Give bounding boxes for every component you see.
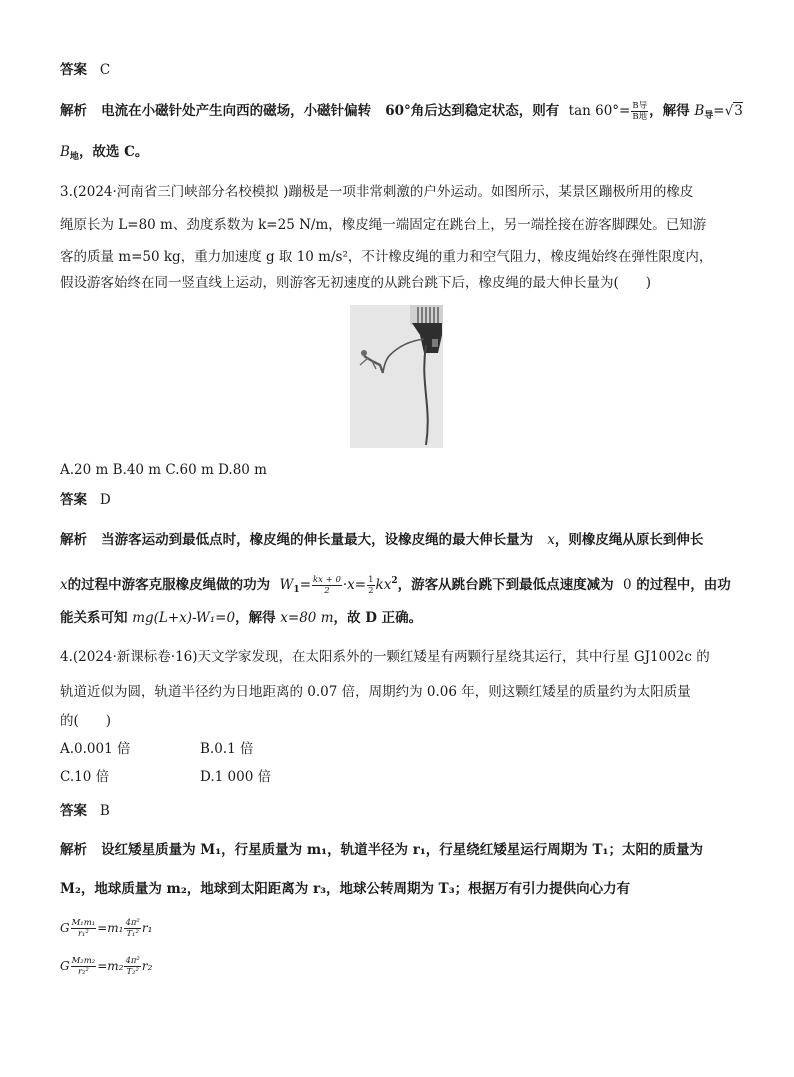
fraction [312,575,342,596]
answer-label: 答案 [60,803,87,819]
q2-analysis-line2 [60,142,148,167]
q2-answer-line [60,60,110,80]
analysis-text: ，故 D 正确。 [333,610,423,626]
fraction-denominator: r₂² [77,967,89,977]
bungee-illustration [350,305,443,448]
q4-stem-line3: 的( ) [60,713,112,729]
fraction-numerator: kx + 0 [313,575,341,585]
q4-option-b: B.0.1 倍 [200,741,254,757]
square: 2 [391,576,398,586]
fraction-numerator: M₂m₂ [71,956,96,966]
analysis-text: ，解得 [235,610,276,626]
q4-answer-line [60,801,110,821]
var-sub: 地 [69,152,79,162]
answer-value: B [99,803,110,819]
fraction [124,918,140,939]
sqrt-symbol: √ [724,103,734,119]
analysis-label: 解析 [60,103,87,119]
analysis-text: ，游客从跳台跳下到最低点速度减为 [397,577,614,593]
energy-equation: mg(L+x)-W₁=0 [132,610,236,626]
fraction [631,101,648,122]
q4-stem-line1: 4.(2024·新课标卷·16)天文学家发现，在太阳系外的一颗红矮星有两颗行星绕其运行，其中行星 GJ1002c 的 [60,649,710,665]
analysis-label: 解析 [60,532,87,548]
result-eq: = [713,103,725,119]
fraction [124,956,140,977]
q4-equation-2 [60,956,152,977]
radius: r₂ [141,959,153,973]
analysis-text: ，则橡皮绳从原长到伸长 [554,532,704,548]
rhs: =m₁ [97,921,124,935]
fraction-denominator: B地 [632,112,648,122]
gravity-constant: G [60,921,70,935]
fraction-denominator: 2 [324,586,330,596]
analysis-text: 电流在小磁针处产生向西的磁场，小磁针偏转 [101,103,372,119]
q4-option-c: C.10 倍 [60,769,110,785]
analysis-label: 解析 [60,842,87,858]
var-x: x [60,577,68,593]
q4-analysis-line1 [60,840,703,860]
answer-value: D [99,492,111,508]
fraction-numerator: B导 [632,101,648,111]
analysis-text: 当游客运动到最低点时，橡皮绳的伸长量最大，设橡皮绳的最大伸长量为 [101,532,534,548]
tan-expression: tan 60°= [568,103,631,119]
zero-value: 0 [623,577,632,593]
radius: r₁ [141,921,153,935]
rhs: =m₂ [97,959,124,973]
bungee-photo [350,305,443,448]
q3-analysis-line2 [60,571,731,600]
result: x=80 m [280,610,334,626]
q3-stem-line3: 客的质量 m=50 kg，重力加速度 g 取 10 m/s²，不计橡皮绳的重力和空气阻力，橡皮绳始终在弹性限度内， [60,249,713,265]
var-w-sub: 1 [293,585,300,595]
q3-analysis-line1 [60,530,703,550]
var-b: B [60,144,70,160]
answer-label: 答案 [60,62,87,78]
kx-term: kx [375,577,392,593]
fraction [71,956,97,977]
mid-expression: ·x= [342,577,367,593]
q2-analysis-line1 [60,101,743,126]
var-x: x [547,532,555,548]
q4-stem-line2: 轨道近似为圆，轨道半径约为日地距离的 0.07 倍，周期约为 0.06 年，则这颗红矮星的质量约为太阳质量 [60,684,691,700]
fraction-denominator: T₁² [126,929,139,939]
answer-label: 答案 [60,492,87,508]
q3-stem-line2: 绳原长为 L=80 m、劲度系数为 k=25 N/m，橡皮绳一端固定在跳台上，另一端拴接在游客脚踝处。已知游 [60,217,707,233]
var-w: W [279,577,294,593]
q4-equation-1 [60,918,152,939]
analysis-text: ，解得 [649,103,690,119]
analysis-text: ，故选 C。 [78,144,149,160]
analysis-text: 的过程中游客克服橡皮绳做的功为 [67,577,271,593]
fraction-denominator: 2 [368,586,374,596]
analysis-text: 设红矮星质量为 M₁，行星质量为 m₁，轨道半径为 r₁，行星绕红矮星运行周期为 T₁；太阳的质量为 [101,842,703,858]
analysis-text: 60°角后达到稳定状态，则有 [385,103,560,119]
result-var: B [694,103,705,119]
fraction-numerator: 4π² [125,918,140,928]
q3-answer-line [60,490,111,510]
fraction [367,575,374,596]
analysis-text: 的过程中，由功 [636,577,731,593]
q4-option-a: A.0.001 倍 [60,741,131,757]
sqrt-value: 3 [734,103,743,119]
fraction-denominator: T₂² [126,967,139,977]
q3-stem-line4: 假设游客始终在同一竖直线上运动，则游客无初速度的从跳台跳下后，橡皮绳的最大伸长量为( ) [60,275,652,291]
q4-analysis-line2: M₂，地球质量为 m₂，地球到太阳距离为 r₃，地球公转周期为 T₃；根据万有引力提供向心力有 [60,881,631,897]
equals: = [299,577,311,593]
analysis-text: 能关系可知 [60,610,128,626]
q3-stem-line1: 3.(2024·河南省三门峡部分名校模拟 )蹦极是一项非常刺激的户外运动。如图所示，某景区蹦极所用的橡皮 [60,184,694,200]
fraction-denominator: r₁² [77,929,89,939]
q4-option-d: D.1 000 倍 [200,769,272,785]
result-sub: 导 [704,111,714,121]
fraction-numerator: M₁m₁ [71,918,96,928]
q3-analysis-line3 [60,608,422,628]
gravity-constant: G [60,959,70,973]
q3-options: A.20 m B.40 m C.60 m D.80 m [60,462,267,478]
answer-value: C [99,62,111,78]
fraction [71,918,97,939]
fraction-numerator: 1 [368,575,374,585]
fraction-numerator: 4π² [125,956,140,966]
